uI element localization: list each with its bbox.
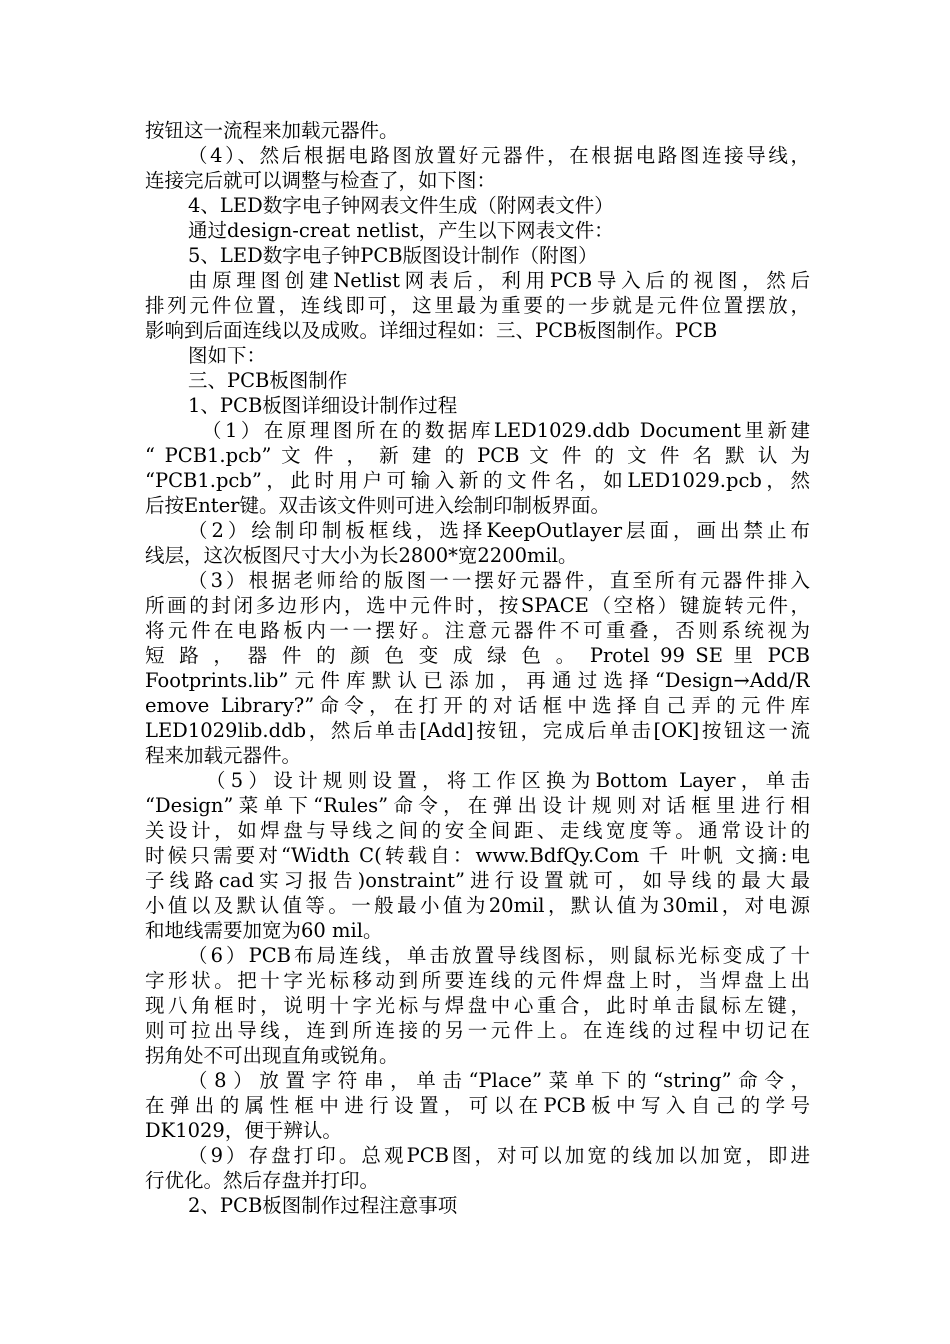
text-line: （8）放置字符串，单击“Place”菜单下的“string”命令， [188, 1069, 810, 1092]
text-line: （5）设计规则设置，将工作区换为Bottom Layer，单击 [206, 769, 810, 792]
text-line: 行优化。然后存盘并打印。 [145, 1169, 380, 1192]
text-line: 线层，这次板图尺寸大小为长2800*宽2200mil。 [145, 544, 578, 567]
text-line: Footprints.lib”元件库默认已添加，再通过选择“Design→Add/R [145, 669, 810, 692]
text-line: （3）根据老师给的版图一一摆好元器件，直至所有元器件排入 [188, 569, 810, 592]
text-line: 拐角处不可出现直角或锐角。 [145, 1044, 399, 1067]
text-line: 连接完后就可以调整与检查了，如下图： [145, 169, 497, 192]
text-line: 5、LED数字电子钟PCB版图设计制作（附图） [188, 244, 598, 267]
text-line: 通过design-creat netlist，产生以下网表文件： [188, 219, 614, 242]
text-line: DK1029，便于辨认。 [145, 1119, 342, 1142]
text-line: 所画的封闭多边形内，选中元件时，按SPACE（空格）键旋转元件， [145, 594, 810, 617]
text-line: 则可拉出导线，连到所连接的另一元件上。在连线的过程中切记在 [145, 1019, 810, 1042]
text-line: （4）、然后根据电路图放置好元器件，在根据电路图连接导线， [188, 144, 810, 167]
text-line: “Design”菜单下“Rules”命令，在弹出设计规则对话框里进行相 [145, 794, 810, 817]
text-line: 4、LED数字电子钟网表文件生成（附网表文件） [188, 194, 614, 217]
text-line: 2、PCB板图制作过程注意事项 [188, 1194, 458, 1217]
text-line: emove Library?”命令，在打开的对话框中选择自己弄的元件库 [145, 694, 810, 717]
text-line: 按钮这一流程来加载元器件。 [145, 119, 399, 142]
text-line: 现八角框时，说明十字光标与焊盘中心重合，此时单击鼠标左键， [145, 994, 810, 1017]
text-line: （1）在原理图所在的数据库LED1029.ddb Document里新建 [202, 419, 810, 442]
text-line: “PCB1.pcb”，此时用户可输入新的文件名，如LED1029.pcb，然 [145, 469, 810, 492]
text-line: “ PCB1.pcb” 文 件 ， 新 建 的 PCB 文 件 的 文 件 名 默 认 为 [145, 444, 810, 467]
text-line: 字形状。把十字光标移动到所要连线的元件焊盘上时，当焊盘上出 [145, 969, 810, 992]
text-line: LED1029lib.ddb，然后单击[Add]按钮，完成后单击[OK]按钮这一流 [145, 719, 810, 742]
text-line: 1、PCB板图详细设计制作过程 [188, 394, 458, 417]
text-line: 程来加载元器件。 [145, 744, 302, 767]
text-line: （2）绘制印制板框线，选择KeepOutlayer层面，画出禁止布 [188, 519, 810, 542]
text-line: （6）PCB布局连线，单击放置导线图标，则鼠标光标变成了十 [188, 944, 810, 967]
text-line: 三、PCB板图制作 [188, 369, 348, 392]
text-line: 短 路 ， 器 件 的 颜 色 变 成 绿 色 。 Protel 99 SE 里 PCB [145, 644, 810, 667]
text-line: （9）存盘打印。总观PCB图，对可以加宽的线加以加宽，即进 [188, 1144, 810, 1167]
text-line: 后按Enter键。双击该文件则可进入绘制印制板界面。 [145, 494, 610, 517]
text-line: 将元件在电路板内一一摆好。注意元器件不可重叠，否则系统视为 [145, 619, 810, 642]
text-line: 子线路cad实习报告)onstraint”进行设置就可，如导线的最大最 [145, 869, 810, 892]
text-line: 影响到后面连线以及成败。详细过程如：三、PCB板图制作。PCB [145, 319, 718, 342]
text-line: 由原理图创建Netlist网表后，利用PCB导入后的视图，然后 [188, 269, 810, 292]
text-line: 时候只需要对“Width C(转载自：www.BdfQy.Com 千 叶帆 文摘:电 [145, 844, 810, 867]
text-line: 小值以及默认值等。一般最小值为20mil，默认值为30mil，对电源 [145, 894, 810, 917]
text-line: 排列元件位置，连线即可，这里最为重要的一步就是元件位置摆放， [145, 294, 810, 317]
text-line: 在弹出的属性框中进行设置，可以在PCB板中写入自己的学号 [145, 1094, 810, 1117]
text-line: 和地线需要加宽为60 mil。 [145, 919, 383, 942]
text-line: 图如下： [188, 344, 267, 367]
text-line: 关设计，如焊盘与导线之间的安全间距、走线宽度等。通常设计的 [145, 819, 810, 842]
